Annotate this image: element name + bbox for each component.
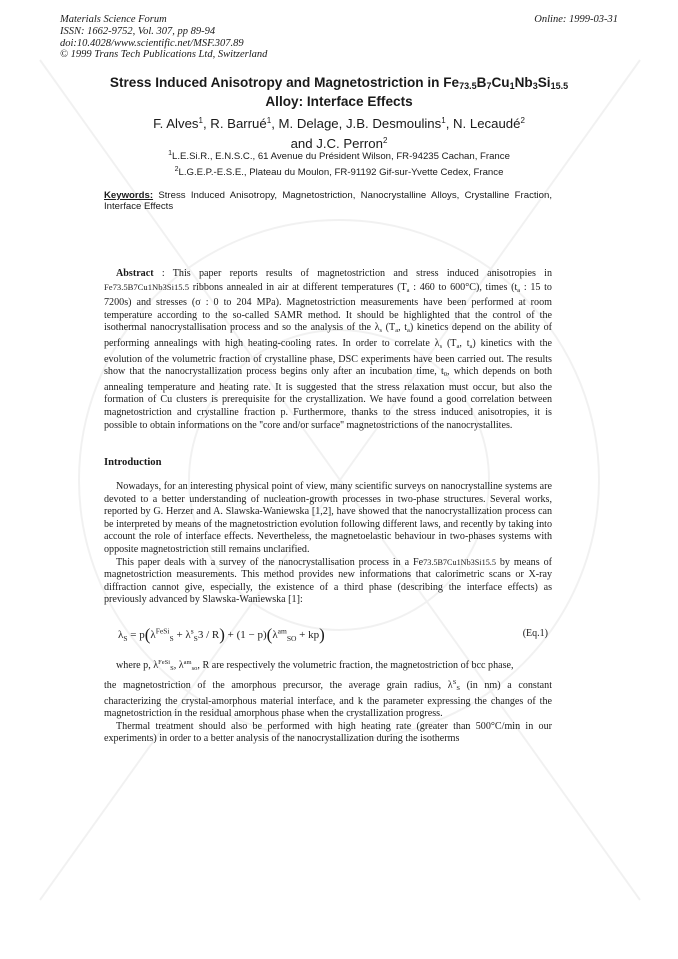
affiliation-mark: 2 [174, 166, 179, 173]
paper-title [90, 75, 588, 110]
abstract-text: , t [459, 337, 470, 349]
online-date [534, 14, 618, 26]
title-element: Si [537, 75, 551, 90]
body-text: where p, λ [116, 660, 159, 671]
affiliation-mark: 1 [168, 150, 172, 157]
title-sub: 73.5 [459, 81, 477, 91]
subscript: s [439, 342, 443, 350]
subscript: s [379, 327, 383, 335]
author: M. Delage [278, 116, 339, 131]
author-affil-mark: 1 [441, 116, 446, 125]
title-sub: 1 [509, 81, 515, 91]
abstract-text: ) kinetics with the evolution of the volumetric fraction of crystalline phase, DSC experiments have been carried out. The results show that the nanocrystallization process begins only after an incubation time, t [104, 337, 552, 378]
abstract-text: : 460 to 600°C), times (t [413, 281, 518, 293]
intro-paragraph-2 [104, 557, 552, 607]
superscript: S [452, 679, 457, 686]
journal-name: Materials Science Forum [60, 14, 167, 25]
abstract-text: (T [385, 322, 396, 334]
title-element: Nb [514, 75, 533, 90]
journal-header [60, 14, 267, 61]
equation-number: (Eq.1) [522, 628, 548, 639]
eq-sub: S [123, 634, 128, 644]
abstract-label: Abstract [116, 268, 154, 279]
eq-sup: am [277, 626, 287, 636]
subscript: a [517, 286, 521, 294]
body-text: , R are respectively the volumetric fraction, the magnetostriction of bcc phase, [197, 660, 514, 671]
eq-sup: s [190, 626, 194, 636]
abstract [104, 268, 552, 432]
section-heading-introduction: Introduction [104, 457, 162, 468]
subscript: S [456, 685, 460, 692]
abstract-text: , t [398, 322, 408, 334]
journal-issn: ISSN: 1662-9752, Vol. 307, pp 89-94 [60, 25, 216, 37]
eq-sub: S [193, 634, 198, 644]
superscript: am [183, 659, 192, 666]
author-list: F. Alves$^1$, R. Barrué$^1$, M. Delage, J.B. Desmoulins$^1$, N. Lecaudé$^2$ and J.C. Perron$^2$ [153, 116, 525, 151]
keywords [104, 190, 552, 213]
subscript: a [395, 327, 399, 335]
author-affil-mark: 1 [266, 116, 272, 125]
subscript: so [191, 665, 198, 672]
keywords-label: Keywords: [104, 190, 154, 201]
journal-copyright: © 1999 Trans Tech Publications Ltd, Switzerland [60, 49, 268, 61]
eq-symbol: λ [150, 629, 156, 641]
eq-text: + λ [176, 629, 191, 641]
abstract-text: ) kinetics depend on the ability of performing annealings with high heating-cooling rates. In order to correlate λ [104, 322, 553, 349]
alloy-formula: 73.5B7Cu1Nb3Si15.5 [423, 557, 496, 567]
author-affil-mark: 1 [198, 116, 203, 125]
abstract-text: , which depends on both annealing temperature and heating rate. It is suggested that the stress relaxation must occur, but also the formation of Cu clusters is prerequisite for the crystallization. We have found a good correlation between magnetostriction and crystalline fraction p. Furthermore, thanks to the stress induced anisotropies, it is possible to obtain informations on the ''core and/or surface'' magnetostrictions of the nanocrystallites. [104, 366, 552, 431]
eq-text: 3 / R [197, 629, 220, 641]
title-sub: 3 [532, 81, 538, 91]
introduction-body [104, 481, 552, 607]
title-element: Cu [491, 75, 510, 90]
affiliation-text: L.E.Si.R., E.N.S.C., 61 Avenue du Président Wilson, FR-94235 Cachan, France [172, 151, 510, 162]
eq-symbol: λ [272, 629, 278, 641]
eq-symbol: λ [118, 629, 124, 641]
title-sub: 7 [486, 81, 492, 91]
subscript: a [456, 342, 460, 350]
author: J.B. Desmoulins [345, 116, 442, 131]
affiliation-text: L.G.E.P.-E.S.E., Plateau du Moulon, FR-91192 Gif-sur-Yvette Cedex, France [178, 167, 504, 178]
affiliation-2 [90, 166, 588, 178]
journal-doi[interactable]: doi:10.4028/www.scientific.net/MSF.307.89 [60, 37, 244, 49]
eq-sup: FeSi [155, 626, 170, 636]
eq-sub: SO [286, 634, 297, 644]
subscript: a [469, 342, 473, 350]
intro-text: by means of magnetostriction measurements. This method provides new informations that calorimetric scans or X-ray diffraction cannot give, especially, the existence of a third phase (describing the interface effects) as previously advanced by Slawska-Waniewska [1]: [104, 556, 552, 606]
abstract-text: ribbons annealed in air at different temperatures (T [192, 281, 407, 293]
title-sub: 15.5 [550, 81, 569, 91]
subscript: S [170, 665, 174, 672]
subscript: a [406, 286, 410, 294]
post-equation-text [104, 654, 552, 746]
author: and J.C. Perron [290, 135, 383, 151]
author-affil-mark: 2 [382, 135, 388, 145]
abstract-text: : 15 to 7200s) and stresses (σ : 0 to 204 MPa). Magnetostriction measurements have been performed at room temperature according to the so-called SAMR method. It should be highlighted that the control of the isothermal nanocrystallisation process and so the analysis of the λ [104, 281, 552, 334]
subscript: a [407, 327, 410, 335]
eq-text: + (1 − p) [227, 629, 267, 641]
online-date-text: Online: 1999-03-31 [534, 14, 618, 25]
author: F. Alves [153, 116, 199, 131]
title-element: B [476, 75, 487, 90]
keywords-text: Stress Induced Anisotropy, Magnetostriction, Nanocrystalline Alloys, Crystalline Fraction, Interface Effects [104, 190, 552, 213]
author: R. Barrué [210, 116, 267, 131]
body-text: , λ [173, 660, 184, 671]
eq-text: + kp [299, 629, 320, 641]
intro-text: This paper deals with a survey of the nanocrystallisation process in a Fe [116, 556, 424, 568]
equation-1: $\lambda_S = p(\lambda^{FeSi}_S + \lambda^s_S3 / R) + (1 - p)(\lambda^{am}_{SO} + kp)$ (Eq.1) [118, 625, 548, 644]
thermal-treatment-paragraph: Thermal treatment should also be performed with high heating rate (greater than 500°C/min in our experiments) in order to a better analysis of the nanocrystallization during the isotherms [104, 720, 552, 745]
eq-text: = p [130, 629, 145, 641]
affiliation-1 [90, 150, 588, 162]
abstract-text: : This paper reports results of magnetostriction and stress induced anisotropies in [161, 268, 553, 279]
body-text: (in nm) a constant characterizing the crystal-amorphous material interface, and k the parameter expressing the changes of the magnetostriction in the residual amorphous phase when the crystallization progress. [104, 680, 552, 720]
title-text: Stress Induced Anisotropy and Magnetostriction in Fe [109, 75, 460, 90]
title-line2: Alloy: Interface Effects [265, 94, 413, 109]
body-text: the magnetostriction of the amorphous precursor, the average grain radius, λ [104, 680, 453, 691]
alloy-formula: Fe73.5B7Cu1Nb3Si15.5 [104, 281, 189, 292]
abstract-text: (T [446, 337, 457, 349]
after-eq-paragraph [104, 677, 552, 721]
author-affil-mark: 2 [520, 116, 525, 125]
superscript: FeSi [158, 659, 171, 666]
eq-sub: S [169, 634, 174, 644]
subscript: 0 [443, 371, 448, 379]
author: N. Lecaudé [453, 116, 521, 131]
intro-paragraph-1: Nowadays, for an interesting physical point of view, many scientific surveys on nanocrystalline systems are devoted to a better understanding of nucleation-growth processes in two-phase structures. Several works, reported by G. Herzer and A. Slawska-Waniewska [1,2], have showed that the nanocrystallization process can be interpreted by means of the magnetostriction evolution following different laws, and recently by taking into account the role of interface effects. Nevertheless, the magnetoelastic behaviour in two-phases systems with opposite magnetostriction still remains unclarified. [104, 481, 552, 555]
after-eq-line-1 [104, 654, 552, 677]
